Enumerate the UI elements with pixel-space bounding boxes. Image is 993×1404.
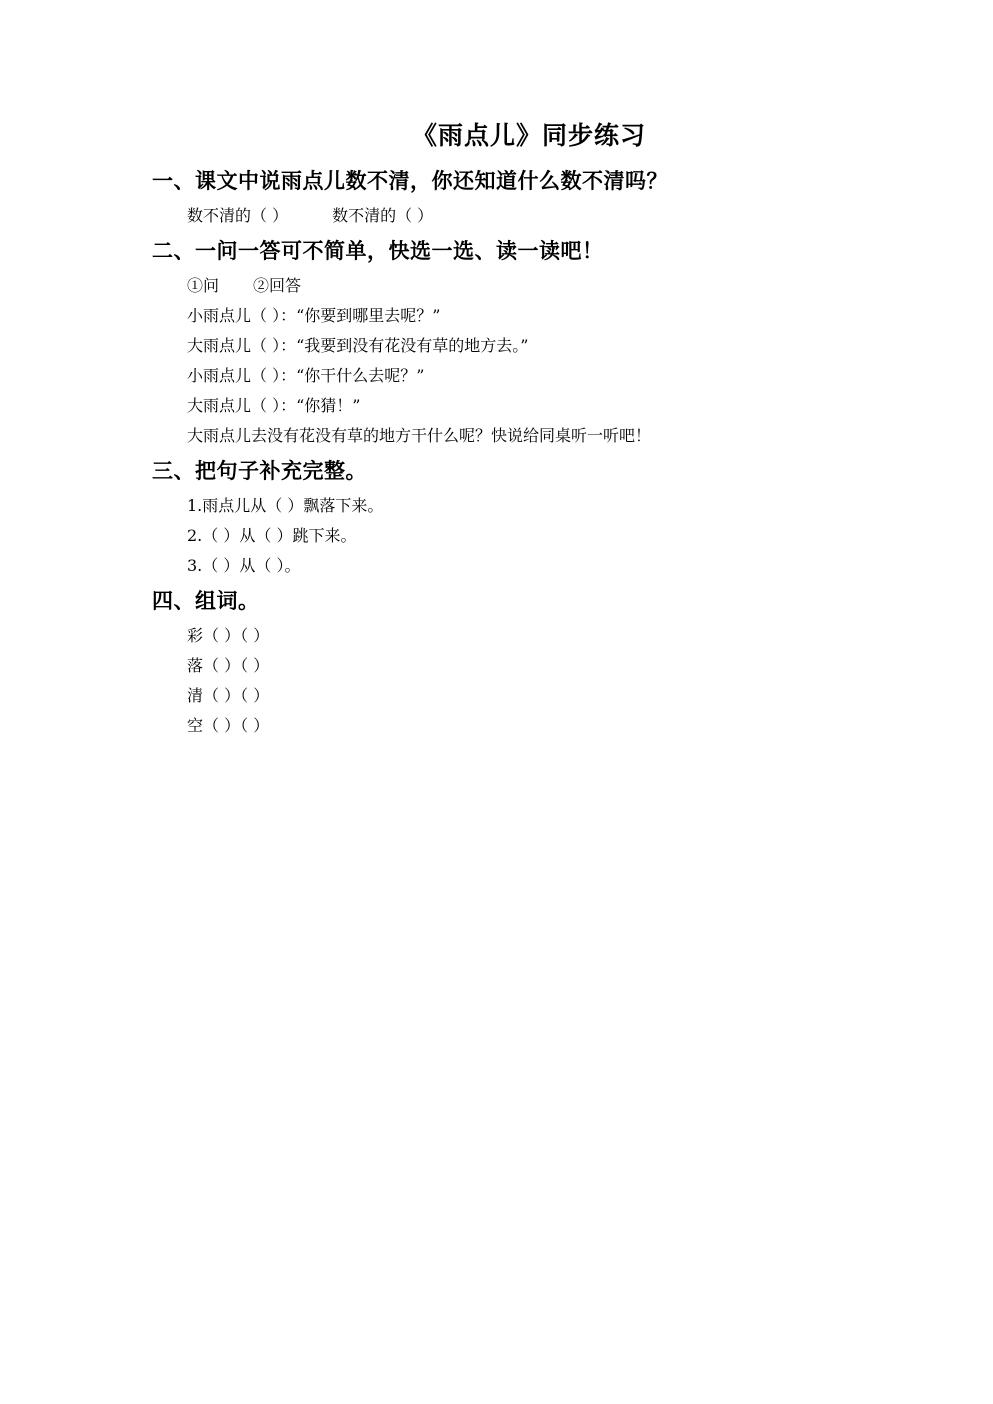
section-2-heading: 二、一问一答可不简单，快选一选、读一读吧！ bbox=[152, 238, 604, 263]
option-answer: ②回答 bbox=[253, 276, 302, 295]
word-blank: （ ） bbox=[240, 716, 270, 735]
page-title: 《雨点儿》同步练习 bbox=[412, 121, 647, 150]
word-blank: （ ） bbox=[240, 656, 270, 675]
section-3-heading: 三、把句子补充完整。 bbox=[152, 458, 367, 483]
sentence-item-1: 1.雨点儿从（ ）飘落下来。 bbox=[187, 496, 384, 515]
word-blank: （ ） bbox=[203, 656, 241, 675]
word-char: 清 bbox=[187, 686, 204, 705]
section-4-heading: 四、组词。 bbox=[152, 588, 260, 613]
uncountable-item-2: 数不清的（ ） bbox=[332, 206, 434, 225]
dialogue-line-1: 小雨点儿（ ）：“你要到哪里去呢？” bbox=[187, 306, 441, 325]
word-row bbox=[187, 684, 269, 708]
word-blank: （ ） bbox=[203, 686, 241, 705]
sentence-item-3: 3.（ ）从（ ）。 bbox=[187, 556, 301, 575]
section-1-heading: 一、课文中说雨点儿数不清，你还知道什么数不清吗？ bbox=[152, 168, 668, 193]
word-row bbox=[187, 714, 269, 738]
uncountable-item-1: 数不清的（ ） bbox=[187, 206, 289, 225]
word-char: 落 bbox=[187, 656, 204, 675]
word-blank: （ ） bbox=[203, 626, 241, 645]
dialogue-line-3: 小雨点儿（ ）：“你干什么去呢？” bbox=[187, 366, 425, 385]
sentence-item-2: 2.（ ）从（ ）跳下来。 bbox=[187, 526, 357, 545]
word-blank: （ ） bbox=[240, 686, 270, 705]
section-1-items bbox=[187, 204, 433, 228]
dialogue-line-4: 大雨点儿（ ）：“你猜！” bbox=[187, 396, 361, 415]
word-blank: （ ） bbox=[203, 716, 241, 735]
word-blank: （ ） bbox=[240, 626, 270, 645]
section-2-options bbox=[187, 274, 301, 298]
word-char: 彩 bbox=[187, 626, 204, 645]
option-ask: ①问 bbox=[187, 276, 220, 295]
word-row bbox=[187, 624, 269, 648]
discussion-prompt: 大雨点儿去没有花没有草的地方干什么呢？快说给同桌听一听吧！ bbox=[187, 426, 652, 445]
word-row bbox=[187, 654, 269, 678]
word-char: 空 bbox=[187, 716, 204, 735]
dialogue-line-2: 大雨点儿（ ）：“我要到没有花没有草的地方去。” bbox=[187, 336, 529, 355]
